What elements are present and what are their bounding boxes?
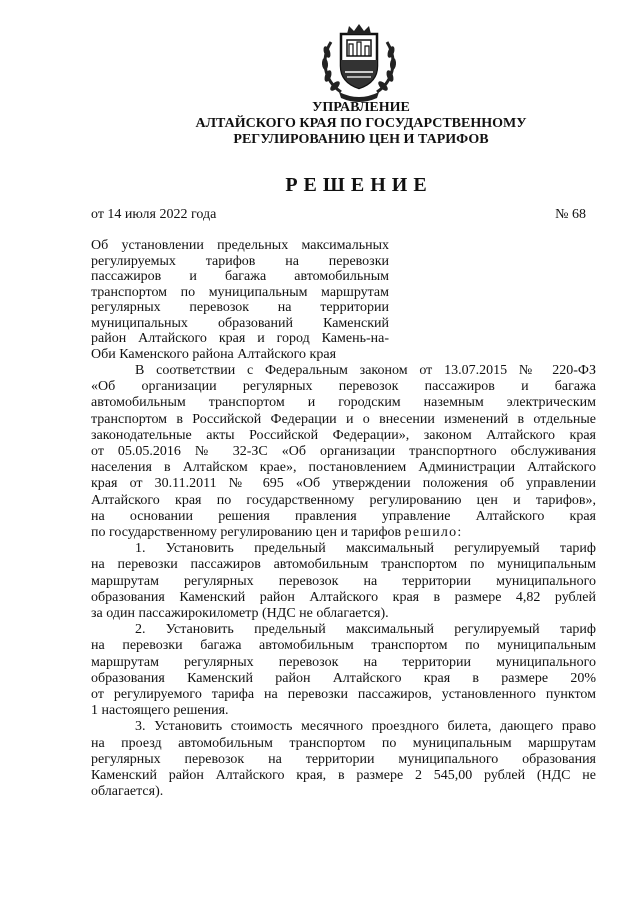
item-paragraph-3 [91, 719, 596, 800]
item-line: маршрутам регулярных перевозок на территории муниципального [91, 654, 596, 670]
item-line: за один пассажирокилометр (НДС не облагается). [91, 606, 389, 622]
subject-line: транспортом по муниципальным маршрутам [91, 284, 389, 300]
decided-word: решило [404, 525, 458, 541]
preamble-line: Алтайского края по государственному регулированию цен и тарифов», [91, 492, 596, 508]
subject-line: Об установлении предельных максимальных [91, 238, 389, 253]
item-line: маршрутам регулярных перевозок на территории муниципального [91, 573, 596, 589]
preamble-line-text: по государственному регулированию цен и тарифов [91, 525, 402, 541]
preamble-line [91, 525, 596, 541]
item-line: на проезд автомобильным транспортом по муниципальным маршрутам [91, 735, 596, 751]
item-paragraph-1 [91, 541, 596, 622]
item-line: Каменский район Алтайского края, в размере 2 545,00 рублей (НДС не [91, 768, 596, 784]
agency-name [0, 100, 640, 148]
agency-line-2: АЛТАЙСКОГО КРАЯ ПО ГОСУДАРСТВЕННОМУ [195, 116, 527, 131]
item-paragraph-2 [91, 622, 596, 719]
preamble-line: автомобильным транспортом и городским наземным электрическим [91, 395, 596, 411]
item-line: образования Каменский район Алтайского края в размере 4,82 рублей [91, 589, 596, 605]
preamble-line: «Об организации регулярных перевозок пассажиров и багажа [91, 379, 596, 395]
agency-line-1: УПРАВЛЕНИЕ [312, 100, 410, 115]
item-line: облагается). [91, 784, 164, 800]
preamble-line: на основании решения правления управление Алтайского края [91, 508, 596, 524]
subject-line: регулируемых тарифов на перевозки [91, 253, 389, 269]
item-line: на перевозки багажа автомобильным транспортом по муниципальным [91, 638, 596, 654]
subject-line: муниципальных образований Каменский [91, 315, 389, 331]
preamble-line: населения в Алтайском крае», постановлением Администрации Алтайского [91, 460, 596, 476]
subject-line: пассажиров и багажа автомобильным [91, 269, 389, 284]
subject-line: регулярных перевозок на территории [91, 300, 389, 315]
item-line: на перевозки пассажиров автомобильным транспортом по муниципальным [91, 557, 596, 573]
item-line: 3. Установить стоимость месячного проездного билета, дающего право [135, 719, 596, 735]
preamble-end-punct: : [457, 525, 462, 541]
item-line: 2. Установить предельный максимальный регулируемый тариф [135, 622, 596, 638]
agency-line-3: РЕГУЛИРОВАНИЮ ЦЕН И ТАРИФОВ [233, 132, 489, 147]
subject-line: Оби Каменского района Алтайского края [91, 346, 337, 362]
preamble-line: законодательные акты Российской Федерации», законом Алтайского края [91, 427, 596, 443]
document-subject [91, 238, 389, 362]
preamble-line: транспортом в Российской Федерации и о внесении изменений в отдельные [91, 411, 596, 427]
document-type: РЕШЕНИЕ [285, 174, 433, 196]
item-line: образования Каменский район Алтайского края в размере 20% [91, 670, 596, 686]
subject-line: район Алтайского края и город Камень-на- [91, 331, 389, 346]
preamble-line: от 05.05.2016 № 32-ЗС «Об организации транспортного обслуживания [91, 444, 596, 460]
preamble-line: В соответствии с Федеральным законом от 13.07.2015 № 220-ФЗ [135, 363, 596, 378]
item-line: от регулируемого тарифа на перевозки пассажиров, установленного пунктом [91, 687, 596, 703]
preamble-line: края от 30.11.2011 № 695 «Об утверждении положения об управлении [91, 476, 596, 492]
document-date: от 14 июля 2022 года [91, 207, 217, 222]
document-number: № 68 [555, 207, 586, 222]
preamble-paragraph [91, 363, 596, 541]
item-line: 1 настоящего решения. [91, 703, 229, 719]
document-body [91, 363, 596, 800]
item-line: регулярных перевозок на территории муниципального образования [91, 751, 596, 767]
item-line: 1. Установить предельный максимальный регулируемый тариф [135, 541, 596, 557]
coat-of-arms-icon [317, 22, 401, 102]
